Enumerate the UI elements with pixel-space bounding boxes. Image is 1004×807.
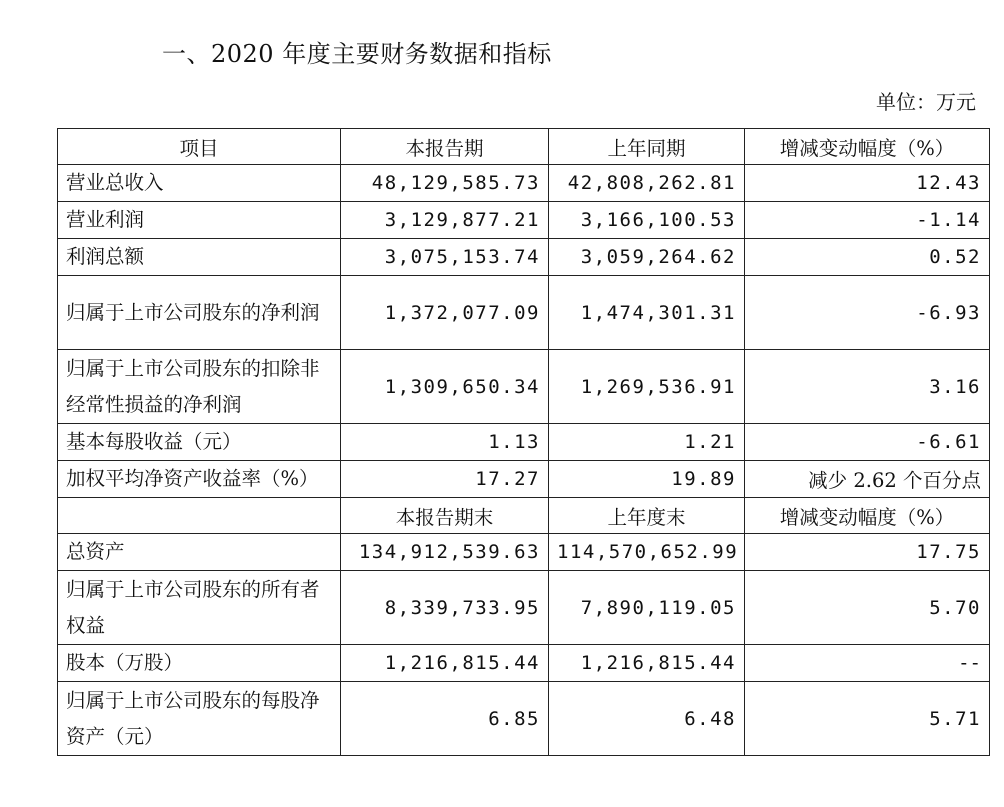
row-label: 加权平均净资产收益率（%） xyxy=(58,461,341,498)
prior-value: 6.48 xyxy=(549,682,745,756)
current-value: 1,216,815.44 xyxy=(341,645,549,682)
change-value: 3.16 xyxy=(745,350,990,424)
current-value: 1,372,077.09 xyxy=(341,276,549,350)
current-value: 1.13 xyxy=(341,424,549,461)
row-label: 归属于上市公司股东的扣除非经常性损益的净利润 xyxy=(58,350,341,424)
table-row xyxy=(58,165,990,202)
subheader-prior-year-end: 上年度末 xyxy=(549,498,745,534)
row-label: 归属于上市公司股东的所有者权益 xyxy=(58,571,341,645)
current-value: 1,309,650.34 xyxy=(341,350,549,424)
current-value: 3,075,153.74 xyxy=(341,239,549,276)
header-row xyxy=(58,129,990,165)
row-label: 基本每股收益（元） xyxy=(58,424,341,461)
prior-value: 1,269,536.91 xyxy=(549,350,745,424)
header-change: 增减变动幅度（%） xyxy=(745,129,990,165)
header-prior-period: 上年同期 xyxy=(549,129,745,165)
row-label: 总资产 xyxy=(58,534,341,571)
prior-value: 114,570,652.99 xyxy=(549,534,745,571)
financial-table xyxy=(57,128,990,756)
current-value: 6.85 xyxy=(341,682,549,756)
prior-value: 3,166,100.53 xyxy=(549,202,745,239)
change-value: 12.43 xyxy=(745,165,990,202)
row-label: 营业利润 xyxy=(58,202,341,239)
change-value: 17.75 xyxy=(745,534,990,571)
row-label: 股本（万股） xyxy=(58,645,341,682)
prior-value: 1,216,815.44 xyxy=(549,645,745,682)
header-item: 项目 xyxy=(58,129,341,165)
table-row xyxy=(58,350,990,424)
current-value: 134,912,539.63 xyxy=(341,534,549,571)
table-row xyxy=(58,202,990,239)
row-label: 利润总额 xyxy=(58,239,341,276)
current-value: 48,129,585.73 xyxy=(341,165,549,202)
table-row xyxy=(58,534,990,571)
change-value: 5.70 xyxy=(745,571,990,645)
current-value: 3,129,877.21 xyxy=(341,202,549,239)
table-row xyxy=(58,239,990,276)
table-row xyxy=(58,276,990,350)
change-value: -- xyxy=(745,645,990,682)
change-value: -6.93 xyxy=(745,276,990,350)
prior-value: 42,808,262.81 xyxy=(549,165,745,202)
prior-value: 7,890,119.05 xyxy=(549,571,745,645)
change-value: 减少 2.62 个百分点 xyxy=(745,461,990,498)
subheader-period-end: 本报告期末 xyxy=(341,498,549,534)
row-label: 归属于上市公司股东的每股净资产（元） xyxy=(58,682,341,756)
row-label: 营业总收入 xyxy=(58,165,341,202)
subheader-change: 增减变动幅度（%） xyxy=(745,498,990,534)
table-row xyxy=(58,461,990,498)
row-label: 归属于上市公司股东的净利润 xyxy=(58,276,341,350)
table-row xyxy=(58,571,990,645)
change-value: 0.52 xyxy=(745,239,990,276)
current-value: 8,339,733.95 xyxy=(341,571,549,645)
prior-value: 1.21 xyxy=(549,424,745,461)
prior-value: 1,474,301.31 xyxy=(549,276,745,350)
change-value: 5.71 xyxy=(745,682,990,756)
section-title: 一、2020 年度主要财务数据和指标 xyxy=(162,40,552,68)
change-value: -6.61 xyxy=(745,424,990,461)
prior-value: 3,059,264.62 xyxy=(549,239,745,276)
table-row xyxy=(58,682,990,756)
prior-value: 19.89 xyxy=(549,461,745,498)
subheader-item xyxy=(58,498,341,534)
table-row xyxy=(58,645,990,682)
change-value: -1.14 xyxy=(745,202,990,239)
current-value: 17.27 xyxy=(341,461,549,498)
table-row xyxy=(58,424,990,461)
unit-label: 单位：万元 xyxy=(876,90,976,114)
subheader-row xyxy=(58,498,990,534)
header-current-period: 本报告期 xyxy=(341,129,549,165)
